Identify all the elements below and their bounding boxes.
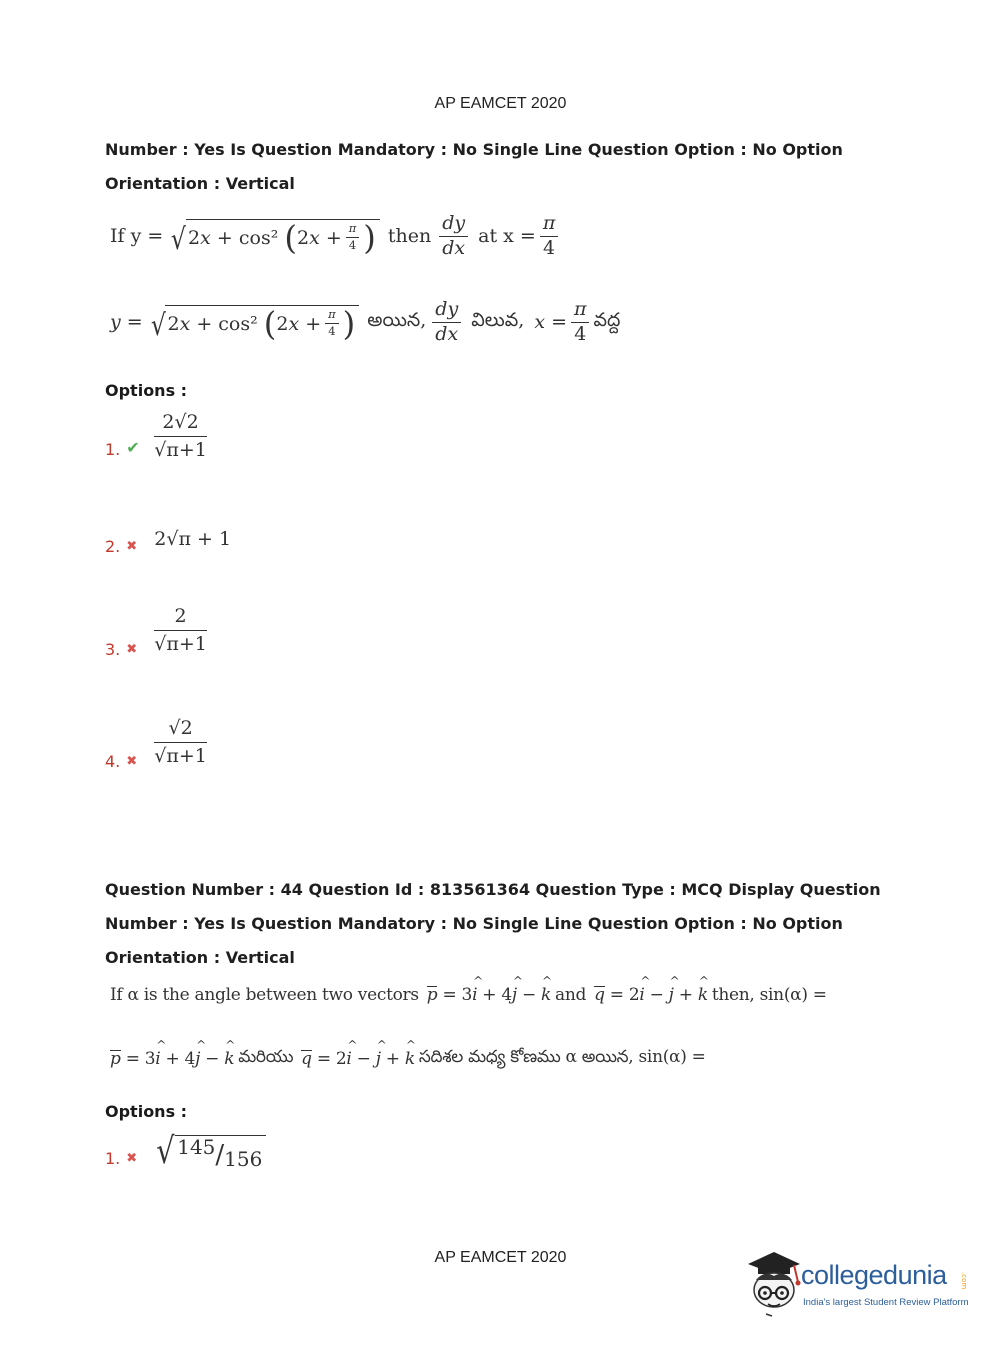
sqrt-expression: √ 2 x + cos² ( 2 x + $\frac{\pi}{4}$ ) <box>169 219 380 254</box>
page-header: AP EAMCET 2020 <box>434 95 567 112</box>
telugu-word: వద్ద <box>593 308 621 331</box>
options-label: Options : <box>105 381 188 400</box>
question-equation-telugu <box>110 300 620 345</box>
cross-icon: ✖ <box>126 1151 138 1166</box>
question-equation-english <box>110 214 562 259</box>
checkmark-icon: ✔ <box>126 437 140 457</box>
option-fraction: 2√2 √π+1 <box>154 411 207 461</box>
telugu-word: అయిన, <box>367 308 427 331</box>
mascot-icon <box>744 1250 802 1320</box>
option-fraction: 2 √π+1 <box>154 605 207 655</box>
derivative-fraction: $\frac{dy}{dx}$ <box>439 214 468 259</box>
logo-tagline: India's largest Student Review Platform <box>803 1297 969 1308</box>
option-item[interactable] <box>105 605 207 659</box>
option-item[interactable] <box>105 1131 266 1172</box>
option-item[interactable] <box>105 717 207 771</box>
question-text-english: If α is the angle between two vectors p = 3^ i + 4^ j − ^ k and q = 2^ i − ^ j + ^ k then, sin(α) = <box>110 985 827 1005</box>
question-text-telugu: p = 3^ i + 4^ j − ^ k మరియు q = 2^ i − ^ j + ^ k సదిశల మధ్య కోణము α అయిన, sin(α) = <box>110 1047 706 1071</box>
x-equals: x = <box>534 311 567 334</box>
page-footer: AP EAMCET 2020 <box>434 1249 567 1266</box>
logo-suffix: .com <box>960 1272 968 1290</box>
option-number: 2. <box>105 537 121 556</box>
question-meta-line: Orientation : Vertical <box>105 948 295 967</box>
question-meta-line: Number : Yes Is Question Mandatory : No Single Line Question Option : No Option <box>105 914 843 933</box>
option-number: 4. <box>105 751 121 771</box>
cross-icon: ✖ <box>126 539 138 554</box>
option-number: 3. <box>105 639 121 659</box>
option-expression: 2√π + 1 <box>154 528 232 550</box>
collegedunia-logo[interactable] <box>744 1250 974 1320</box>
question-meta-line: Question Number : 44 Question Id : 813561364 Question Type : MCQ Display Question <box>105 880 881 899</box>
option-sqrt-expression: √ 145 / 156 <box>154 1134 266 1170</box>
option-fraction: √2 √π+1 <box>154 717 207 767</box>
options-label: Options : <box>105 1102 188 1121</box>
cross-icon: ✖ <box>126 753 138 769</box>
pi-over-four: $\frac{\pi}{4}$ <box>540 214 559 259</box>
at-word: at x = <box>478 225 536 248</box>
equation-prefix: y = <box>110 311 143 334</box>
then-word: then <box>387 225 432 248</box>
option-number: 1. <box>105 439 121 459</box>
pi-over-four: $\frac{\pi}{4}$ <box>571 300 590 345</box>
equation-prefix: If y = <box>110 225 164 248</box>
option-item[interactable] <box>105 412 207 461</box>
question-meta-line: Number : Yes Is Question Mandatory : No Single Line Question Option : No Option <box>105 140 843 159</box>
option-number: 1. <box>105 1149 121 1168</box>
logo-brand-text: collegedunia <box>801 1260 947 1290</box>
option-item[interactable] <box>105 528 232 556</box>
telugu-word: విలువ, <box>471 308 525 331</box>
cross-icon: ✖ <box>126 641 138 657</box>
derivative-fraction: $\frac{dy}{dx}$ <box>432 300 461 345</box>
sqrt-expression: √ 2 x + cos² ( 2 x + $\frac{\pi}{4}$ ) <box>149 305 360 340</box>
question-meta-line: Orientation : Vertical <box>105 174 295 193</box>
